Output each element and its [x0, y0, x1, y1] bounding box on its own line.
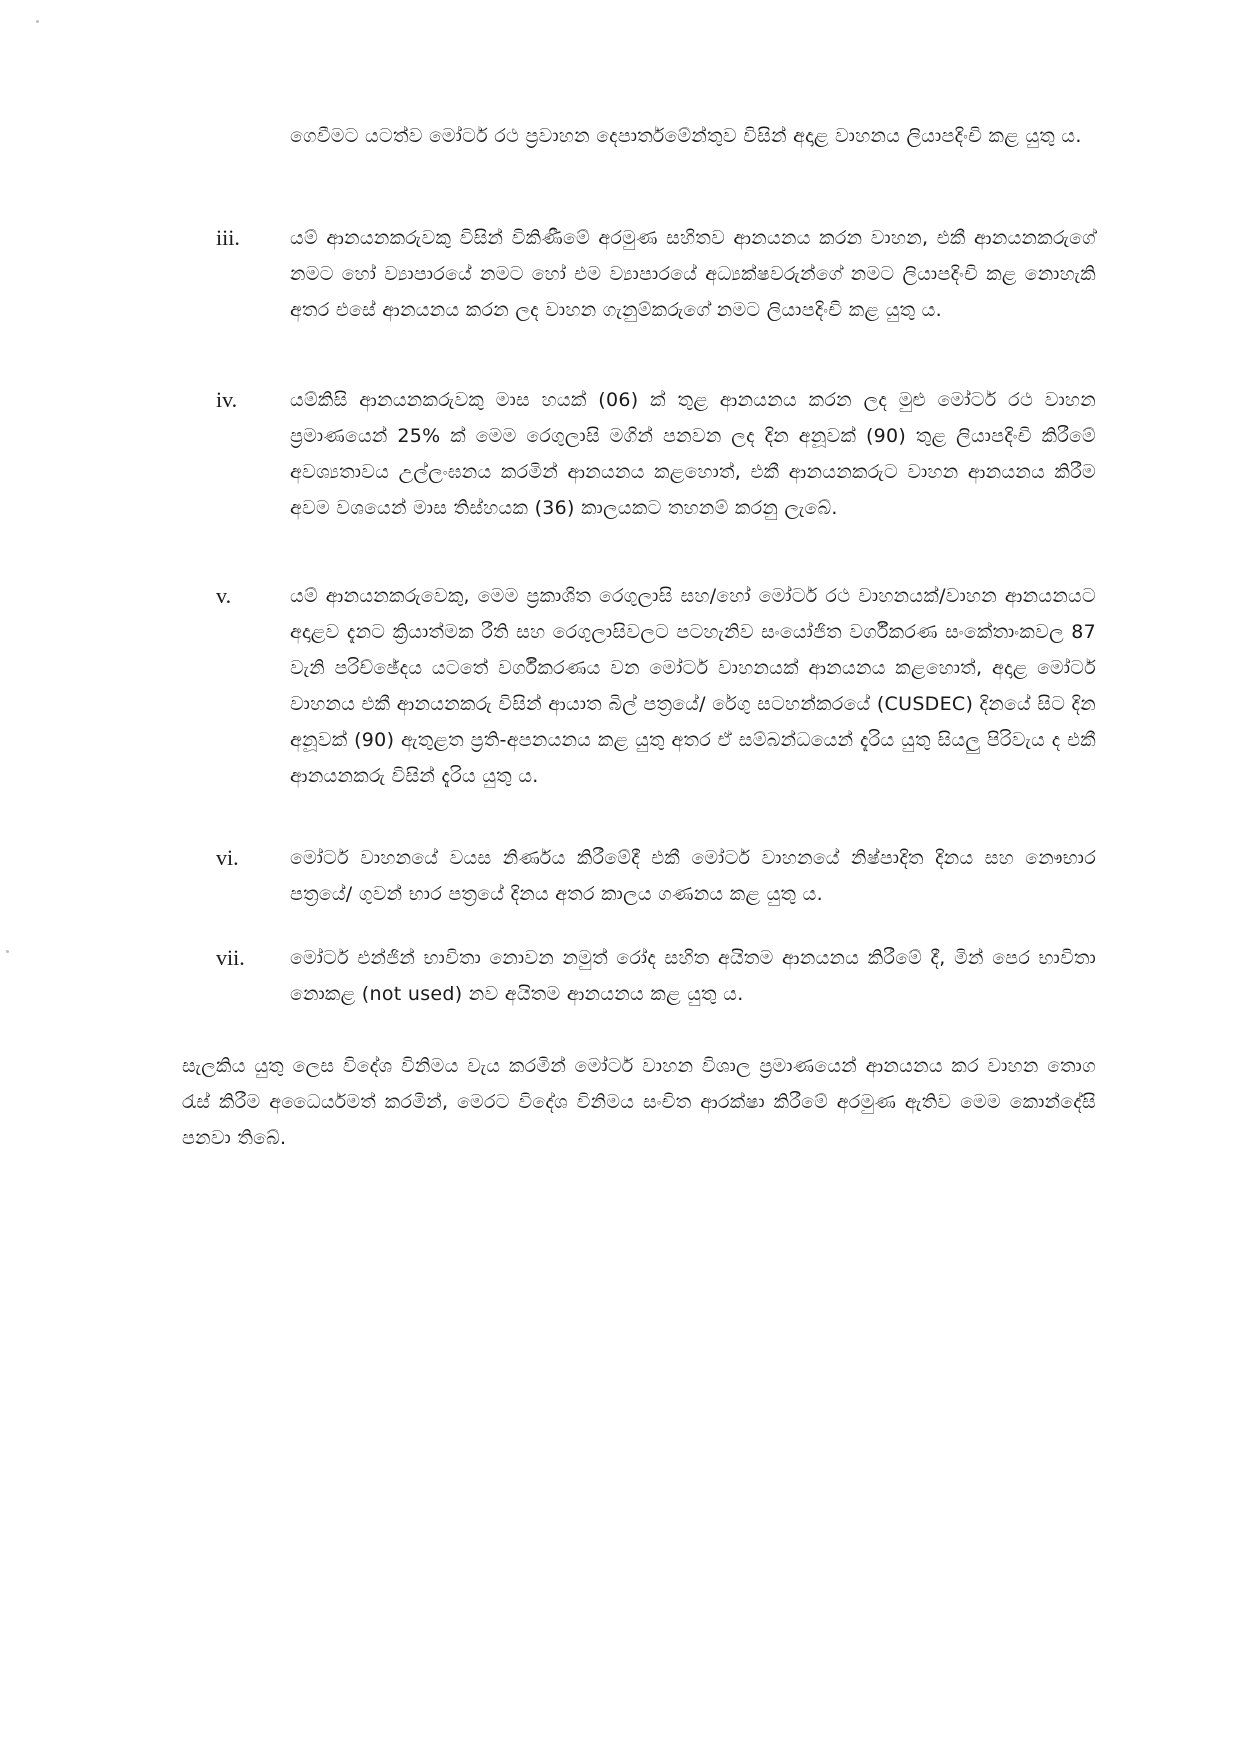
closing-paragraph: සැලකිය යුතු ලෙස විදේශ විනිමය වැය කරමින් මෝටර් වාහන විශාල ප්‍රමාණයෙන් ආනයනය කර වාහන තොග රැස් කිරීම අධෛර්යමත් කරමින්, මෙරට විදේශ විනිමය සංචිත ආරක්ෂා කිරීමේ අරමුණ ඇතිව මෙම කොන්දේසි පනවා තිබේ. — [182, 1055, 1096, 1149]
scan-speck — [6, 950, 9, 953]
scan-speck — [36, 20, 39, 23]
list-item-text: මෝටර් වාහනයේ වයස නිර්ණය කිරීමේදී එකී මෝටර් වාහනයේ නිෂ්පාදිත දිනය සහ නෞභාර පත්‍රයේ/ ගුවන් භාර පත්‍රයේ දිනය අතර කාලය ගණනය කළ යුතු ය. — [290, 847, 1096, 905]
list-item-text: මෝටර් එන්ජින් භාවිතා නොවන නමුත් රෝද සහිත අයිතම ආනයනය කිරීමේ දී, මින් පෙර භාවිතා නොකළ (not used) නව අයිතම ආනයනය කළ යුතු ය. — [290, 947, 1096, 1005]
list-item-number: vii. — [216, 945, 245, 970]
list-item-number: iii. — [216, 225, 240, 250]
list-item-number: vi. — [216, 845, 239, 870]
list-item-text: යම් ආනයනකරුවෙකු, මෙම ප්‍රකාශිත රෙගුලාසි සහ/හෝ මෝටර් රථ වාහනයක්/වාහන ආනයනයට අදාළව දැනට ක්‍රියාත්මක රීති සහ රෙගුලාසිවලට පටහැනිව සංයෝජිත වර්ගීකරණ සංකේතාංකවල 87 වැනි පරිච්ඡේදය යටතේ වර්ගීකරණය වන මෝටර් වාහනයක් ආනයනය කළහොත්, අදාළ මෝටර් වාහනය එකී ආනයනකරු විසින් ආයාත බිල් පත්‍රයේ/ රේගු සටහන්කරයේ (CUSDEC) දිනයේ සිට දින අනූවක් (90) ඇතුළත ප්‍රති-අපනයනය කළ යුතු අතර ඒ සම්බන්ධයෙන් දැරිය යුතු සියලු පිරිවැය ද එකී ආනයනකරු විසින් දැරිය යුතු ය. — [290, 585, 1096, 787]
list-item-number: v. — [216, 583, 232, 608]
list-item-text: යම්කිසි ආනයනකරුවකු මාස හයක් (06) ක් තුළ ආනයනය කරන ලද මුළු මෝටර් රථ වාහන ප්‍රමාණයෙන් 25% ක් මෙම රෙගුලාසි මගින් පනවන ලද දින අනූවක් (90) තුළ ලියාපදිංචි කිරීමේ අවශ්‍යතාවය උල්ලංඝනය කරමින් ආනයනය කළහොත්, එකී ආනයනකරුට වාහන ආනයනය කිරීම අවම වශයෙන් මාස තිස්හයක (36) කාලයකට තහනම් කරනු ලැබේ. — [290, 389, 1096, 519]
list-item-number: iv. — [216, 387, 238, 412]
list-item-text: යම් ආනයනකරුවකු විසින් විකිණීමේ අරමුණ සහිතව ආනයනය කරන වාහන, එකී ආනයනකරුගේ නමට හෝ ව්‍යාපාරයේ නමට හෝ එම ව්‍යාපාරයේ අධ්‍යක්ෂවරුන්ගේ නමට ලියාපදිංචි කළ නොහැකි අතර එසේ ආනයනය කරන ලද වාහන ගැනුම්කරුගේ නමට ලියාපදිංචි කළ යුතු ය. — [290, 227, 1096, 321]
continuation-paragraph: ගෙවීමට යටත්ව මෝටර් රථ ප්‍රවාහන දෙපාර්තමේන්තුව විසින් අදාළ වාහනය ලියාපදිංචි කළ යුතු ය. — [290, 125, 1082, 147]
